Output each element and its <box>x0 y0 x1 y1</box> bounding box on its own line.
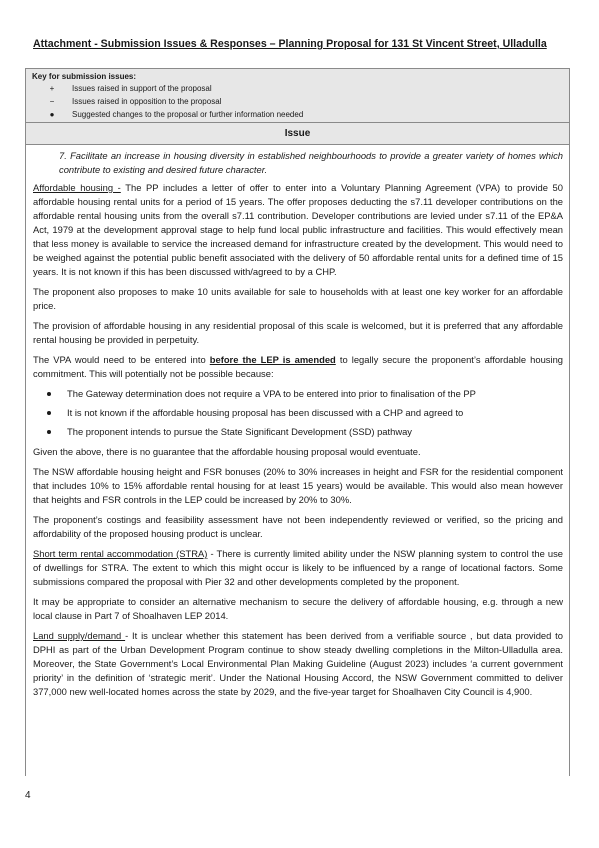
affordable-housing-paragraph <box>33 181 563 279</box>
list-item: The Gateway determination does not require a VPA to be entered into prior to finalisation of the PP <box>33 387 563 401</box>
vpa-text-before: The VPA would need to be entered into <box>33 354 210 365</box>
list-item: The proponent intends to pursue the State Significant Development (SSD) pathway <box>33 425 563 439</box>
key-item-label: Issues raised in opposition to the proposal <box>72 97 222 106</box>
vpa-text-after: to legally secure the proponent’s affordable housing commitment. This will potentially not be possible because: <box>33 354 564 379</box>
vpa-emphasis: before the LEP is amended <box>209 354 336 365</box>
land-supply-heading: Land supply/demand <box>33 630 126 641</box>
key-title: Key for submission issues: <box>32 72 137 81</box>
affordable-housing-heading: Affordable housing - <box>33 182 121 193</box>
no-guarantee-paragraph: Given the above, there is no guarantee that the affordable housing proposal would eventuate. <box>33 446 421 457</box>
stra-heading: Short term rental accommodation (STRA) <box>33 548 208 559</box>
stra-text: - There is currently limited ability under the NSW planning system to control the use of dwellings for STRA. The extent to which this might occur is likely to be influenced by a range of locational factors. Some submissions compared the proposal with Pier 32 and other developments completed by the proponent. <box>33 548 563 587</box>
perpetuity-paragraph: The provision of affordable housing in any residential proposal of this scale is welcomed, but it is preferred that any affordable rental housing be provided in perpetuity. <box>33 320 563 345</box>
key-worker-paragraph: The proponent also proposes to make 10 units available for sale to households with at least one key worker for an affordable price. <box>33 286 563 311</box>
costings-paragraph: The proponent’s costings and feasibility assessment have not been independently reviewed or verified, so the pricing and affordability of the proposed housing product is unclear. <box>33 514 563 539</box>
bonuses-paragraph: The NSW affordable housing height and FSR bonuses (20% to 30% increases in height and FSR for the residential component that includes 10% to 15% affordable rental housing for at least 15 years) would be available. This would also mean however that heights and FSR controls in the LEP could be increased by 20% to 30%. <box>33 466 563 505</box>
plus-icon: + <box>49 84 55 93</box>
issues-table <box>25 68 570 776</box>
affordable-housing-text: The PP includes a letter of offer to enter into a Voluntary Planning Agreement (VPA) to provide 50 affordable housing rental units for a period of 15 years. The offer proposes deducting the s7.11 developer contributions on the affordable rental housing units from the overall s7.11 contribution. Developer contributions are levied under s7.11 of the EP&A Act, 1979 at the development approval stage to help fund local public infrastructure and facilities. This would effectively mean that less money is available to service the increased demand for infrastructure created by the development. This would need to be weighed against the potential public benefit associated with the delivery of 50 affordable rental units for a defined time of 15 years. It is not known if this has been discussed with/agreed to by a CHP. <box>33 182 563 277</box>
key-item-suggested <box>32 108 563 121</box>
mechanism-paragraph: It may be appropriate to consider an alternative mechanism to secure the delivery of affordable housing, e.g. through a new local clause in Part 7 of Shoalhaven LEP 2014. <box>33 596 563 621</box>
minus-icon: − <box>49 97 55 106</box>
issue-column-header: Issue <box>26 123 569 145</box>
key-item-label: Suggested changes to the proposal or further information needed <box>72 110 304 119</box>
objective-text: 7. Facilitate an increase in housing diversity in established neighbourhoods to provide a greater variety of homes which contribute to existing and desired future character. <box>59 150 563 175</box>
stra-paragraph <box>33 547 563 589</box>
key-item-opposition <box>32 95 563 108</box>
key-item-label: Issues raised in support of the proposal <box>72 84 212 93</box>
vpa-reasons-list <box>33 387 563 439</box>
issue-content <box>26 145 569 699</box>
page-number: 4 <box>25 790 31 801</box>
list-item: It is not known if the affordable housing proposal has been discussed with a CHP and agreed to <box>33 406 563 420</box>
land-supply-text: - It is unclear whether this statement has been derived from a verifiable source , but data provided to DPHI as part of the Urban Development Program continue to show steady dwelling completions in the Milton-Ulladulla area. Moreover, the State Government’s Local Environmental Plan Making Guideline (August 2023) includes ‘a current government priority’ in the definition of ‘strategic merit’. Under the National Housing Accord, the NSW Government committed to deliver 377,000 new well-located homes across the state by 2029, and the five-year target for Shoalhaven City Council is 4,900. <box>33 630 563 697</box>
page-title: Attachment - Submission Issues & Responses – Planning Proposal for 131 St Vincent Street, Ulladulla <box>33 38 547 50</box>
vpa-paragraph <box>33 353 563 381</box>
bullet-icon: ● <box>49 110 55 119</box>
key-item-support <box>32 82 563 95</box>
submission-key <box>26 69 569 123</box>
land-supply-paragraph <box>33 629 563 699</box>
